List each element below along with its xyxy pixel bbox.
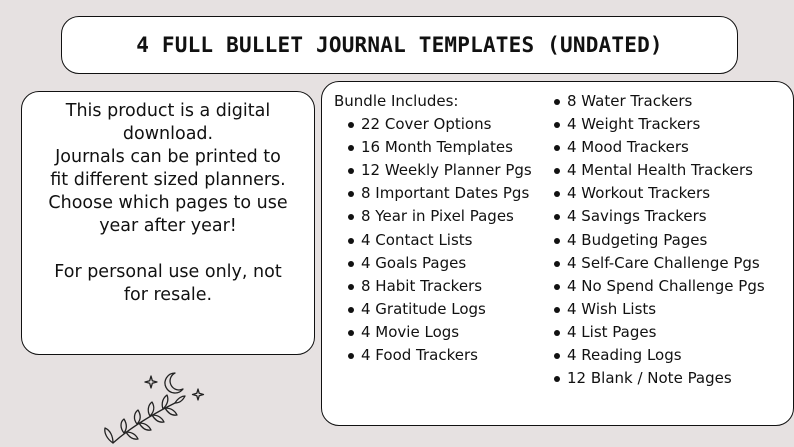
bullet-dot	[554, 238, 560, 244]
bundle-item-label: 4 Movie Logs	[361, 322, 460, 341]
bullet-dot	[554, 122, 560, 128]
info-line: fit different sized planners.	[50, 170, 286, 190]
usage-notice-line: for resale.	[123, 285, 213, 305]
bundle-item	[554, 136, 765, 159]
bundle-item	[554, 159, 765, 182]
bullet-dot	[554, 145, 560, 151]
bundle-item-label: 4 Mood Trackers	[567, 138, 689, 157]
bundle-contents-panel	[321, 81, 794, 426]
bullet-dot	[554, 99, 560, 105]
bundle-item	[554, 229, 765, 252]
bundle-item-label: 4 Reading Logs	[567, 346, 682, 365]
info-line: year after year!	[99, 216, 237, 236]
bundle-item-label: 4 No Spend Challenge Pgs	[567, 276, 765, 295]
info-line: Journals can be printed to	[55, 147, 281, 167]
bundle-item-label: 4 Mental Health Trackers	[567, 161, 753, 180]
bundle-item-label: 4 Weight Trackers	[567, 115, 701, 134]
bundle-item	[334, 136, 532, 159]
bullet-dot	[348, 261, 354, 267]
bundle-list-left	[334, 90, 532, 367]
bundle-item-label: 4 Gratitude Logs	[361, 299, 486, 318]
bundle-item-label: 4 Wish Lists	[567, 299, 657, 318]
sparkle-star-icon	[193, 389, 204, 400]
bundle-item	[554, 367, 765, 390]
bundle-item-label: 16 Month Templates	[361, 138, 513, 157]
bundle-item-label: 4 Savings Trackers	[567, 207, 707, 226]
bundle-item	[554, 252, 765, 275]
bundle-item	[554, 344, 765, 367]
bundle-item-label: 4 Budgeting Pages	[567, 230, 708, 249]
bullet-dot	[554, 353, 560, 359]
bullet-dot	[348, 353, 354, 359]
product-info-panel	[21, 91, 315, 355]
info-line: download.	[122, 124, 214, 144]
bundle-item	[334, 159, 532, 182]
bundle-item-label: 8 Important Dates Pgs	[361, 184, 530, 203]
sparkle-star-icon	[145, 376, 157, 388]
leafy-branch-icon	[105, 395, 185, 443]
bullet-dot	[554, 307, 560, 313]
bundle-item	[554, 298, 765, 321]
bundle-item-label: 8 Year in Pixel Pages	[361, 207, 514, 226]
bullet-dot	[348, 191, 354, 197]
bundle-item	[554, 205, 765, 228]
bundle-item-label: 4 List Pages	[567, 322, 657, 341]
bullet-dot	[348, 168, 354, 174]
bundle-item	[334, 344, 532, 367]
info-line: Choose which pages to use	[48, 193, 288, 213]
bundle-item	[554, 275, 765, 298]
bullet-dot	[554, 168, 560, 174]
bullet-dot	[554, 214, 560, 220]
bundle-item	[334, 252, 532, 275]
bullet-dot	[554, 376, 560, 382]
bundle-item-label: 4 Food Trackers	[361, 346, 478, 365]
bundle-item-label: 8 Water Trackers	[567, 92, 693, 110]
bundle-list-right	[554, 90, 765, 390]
bullet-dot	[554, 284, 560, 290]
bundle-item-label: 4 Workout Trackers	[567, 184, 711, 203]
bundle-item-label: 12 Blank / Note Pages	[567, 369, 732, 388]
crescent-moon-icon	[165, 373, 183, 393]
bundle-item	[334, 182, 532, 205]
info-line: This product is a digital	[65, 101, 271, 121]
bundle-item	[334, 298, 532, 321]
bundle-item-label: 22 Cover Options	[361, 115, 492, 134]
bundle-item-label: 4 Goals Pages	[361, 253, 467, 272]
page-title: 4 FULL BULLET JOURNAL TEMPLATES (UNDATED)	[136, 33, 663, 57]
bullet-dot	[348, 330, 354, 336]
bullet-dot	[348, 238, 354, 244]
bundle-item-label: 4 Self-Care Challenge Pgs	[567, 253, 760, 272]
bundle-item	[554, 321, 765, 344]
bullet-dot	[554, 330, 560, 336]
bundle-item-label: 4 Contact Lists	[361, 230, 473, 249]
bundle-item	[554, 113, 765, 136]
bundle-item	[334, 205, 532, 228]
bullet-dot	[348, 284, 354, 290]
bundle-item	[554, 182, 765, 205]
bundle-item	[334, 113, 532, 136]
usage-notice-line: For personal use only, not	[54, 262, 282, 282]
bullet-dot	[348, 307, 354, 313]
bullet-dot	[348, 122, 354, 128]
moon-branch-decoration	[95, 367, 215, 447]
bundle-item	[334, 321, 532, 344]
bundle-item	[334, 275, 532, 298]
bundle-header: Bundle Includes:	[334, 92, 459, 110]
bundle-item-label: 8 Habit Trackers	[361, 276, 483, 295]
title-banner	[61, 16, 738, 74]
bullet-dot	[348, 214, 354, 220]
bullet-dot	[348, 145, 354, 151]
bullet-dot	[554, 191, 560, 197]
bullet-dot	[554, 261, 560, 267]
bundle-item	[554, 90, 765, 113]
bundle-item	[334, 229, 532, 252]
info-spacer	[22, 238, 314, 261]
bundle-item-label: 12 Weekly Planner Pgs	[361, 161, 532, 180]
